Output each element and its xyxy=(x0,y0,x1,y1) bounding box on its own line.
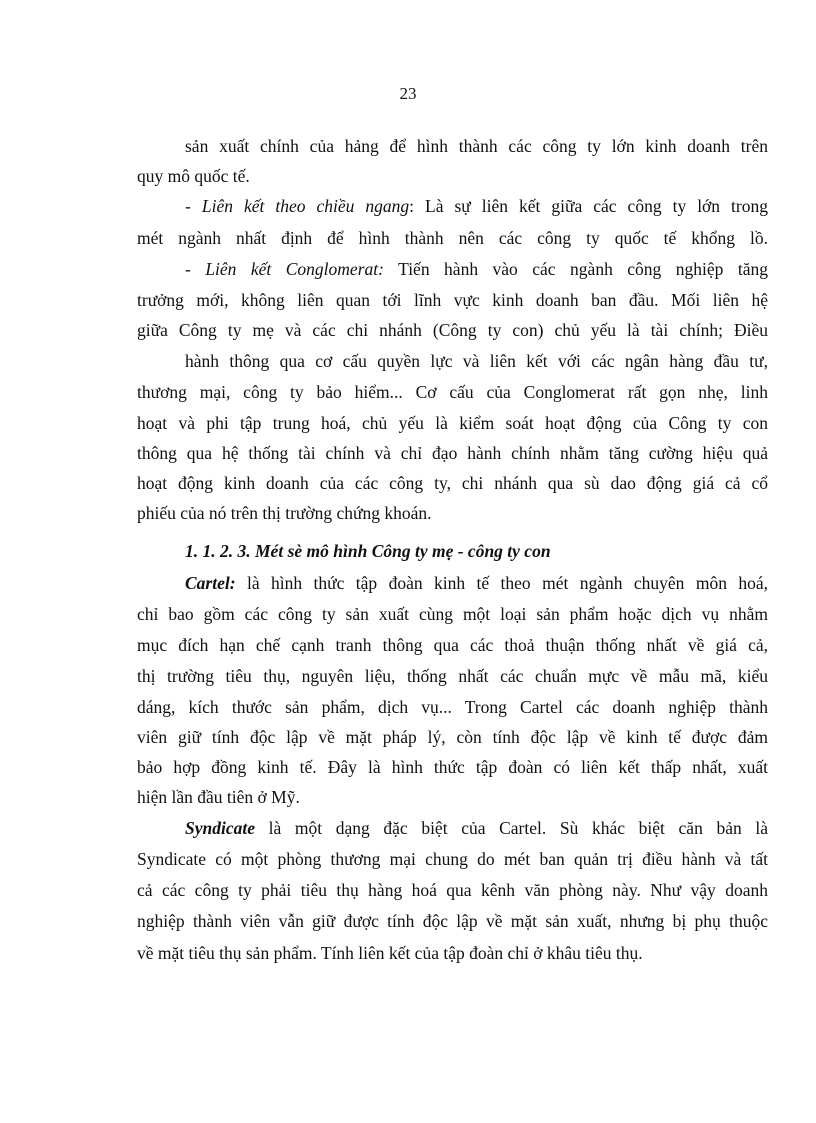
section-heading: 1. 1. 2. 3. Mét sè mô hình Công ty mẹ - công ty con xyxy=(185,541,551,561)
text-line: hoạt động kinh doanh của các công ty, chi nhánh qua sù dao động giá cả cổ xyxy=(137,473,768,493)
text-line: chỉ bao gồm các công ty sản xuất cùng một loại sản phẩm hoặc dịch vụ nhằm xyxy=(137,604,768,624)
text-line: thị trường tiêu thụ, nguyên liệu, thống nhất các chuẩn mực về mẫu mã, kiểu xyxy=(137,666,768,686)
text-line: cả các công ty phải tiêu thụ hàng hoá qua kênh văn phòng này. Như vậy doanh xyxy=(137,880,768,900)
text-line: nghiệp thành viên vẫn giữ được tính độc lập về mặt sản xuất, nhưng bị phụ thuộc xyxy=(137,911,768,931)
text-line: phiếu của nó trên thị trường chứng khoán. xyxy=(137,503,432,523)
text-line: sản xuất chính của hảng để hình thành các công ty lớn kinh doanh trên xyxy=(185,136,768,156)
text-run: là hình thức tập đoàn kinh tế theo mét ngành chuyên môn hoá, xyxy=(235,573,768,593)
text-run: Tiến hành vào các ngành công nghiệp tăng xyxy=(383,259,769,279)
text-line: mục đích hạn chế cạnh tranh thông qua các thoả thuận thống nhất về giá cả, xyxy=(137,635,768,655)
text-line: thông qua hệ thống tài chính và chỉ đạo hành chính nhằm tăng cường hiệu quả xyxy=(137,443,768,463)
term-bold-italic: Cartel: xyxy=(185,573,236,593)
page-number: 23 xyxy=(399,84,417,103)
text-line: thương mại, công ty bảo hiểm... Cơ cấu của Conglomerat rất gọn nhẹ, linh xyxy=(137,382,768,402)
text-line: hành thông qua cơ cấu quyền lực và liên kết với các ngân hàng đầu tư, xyxy=(185,351,768,371)
text-line: viên giữ tính độc lập về mặt pháp lý, còn tính độc lập về kinh tế được đảm xyxy=(137,727,768,747)
text-line xyxy=(185,570,768,596)
text-line: trưởng mới, không liên quan tới lĩnh vực kinh doanh ban đầu. Mối liên hệ xyxy=(137,290,768,310)
text-line: dáng, kích thước sản phẩm, dịch vụ... Trong Cartel các doanh nghiệp thành xyxy=(137,697,768,717)
text-line: Syndicate có một phòng thương mại chung do mét ban quản trị điều hành và tất xyxy=(137,849,768,869)
dash: - xyxy=(185,259,206,279)
text-line xyxy=(185,256,768,282)
text-run: là một dạng đặc biệt của Cartel. Sù khác biệt căn bản là xyxy=(255,818,768,838)
text-line: hoạt và phi tập trung hoá, chủ yếu là kiểm soát hoạt động của Công ty con xyxy=(137,413,768,433)
text-run: : Là sự liên kết giữa các công ty lớn trong xyxy=(409,196,768,216)
text-line xyxy=(185,193,768,219)
text-line: mét ngành nhất định để hình thành nên các công ty quốc tế khổng lồ. xyxy=(137,228,768,248)
text-line: bảo hợp đồng kinh tế. Đây là hình thức tập đoàn có liên kết thấp nhất, xuất xyxy=(137,757,768,777)
dash: - xyxy=(185,196,202,216)
text-line: giữa Công ty mẹ và các chi nhánh (Công ty con) chủ yếu là tài chính; Điều xyxy=(137,320,768,340)
term-bold-italic: Syndicate xyxy=(185,818,255,838)
text-line: hiện lần đầu tiên ở Mỹ. xyxy=(137,787,300,807)
term-italic: Liên kết Conglomerat: xyxy=(205,259,384,279)
text-line xyxy=(185,815,768,841)
text-line: quy mô quốc tế. xyxy=(137,166,250,186)
term-italic: Liên kết theo chiều ngang xyxy=(201,196,410,216)
text-line: về mặt tiêu thụ sản phẩm. Tính liên kết của tập đoàn chỉ ở khâu tiêu thụ. xyxy=(137,943,643,963)
